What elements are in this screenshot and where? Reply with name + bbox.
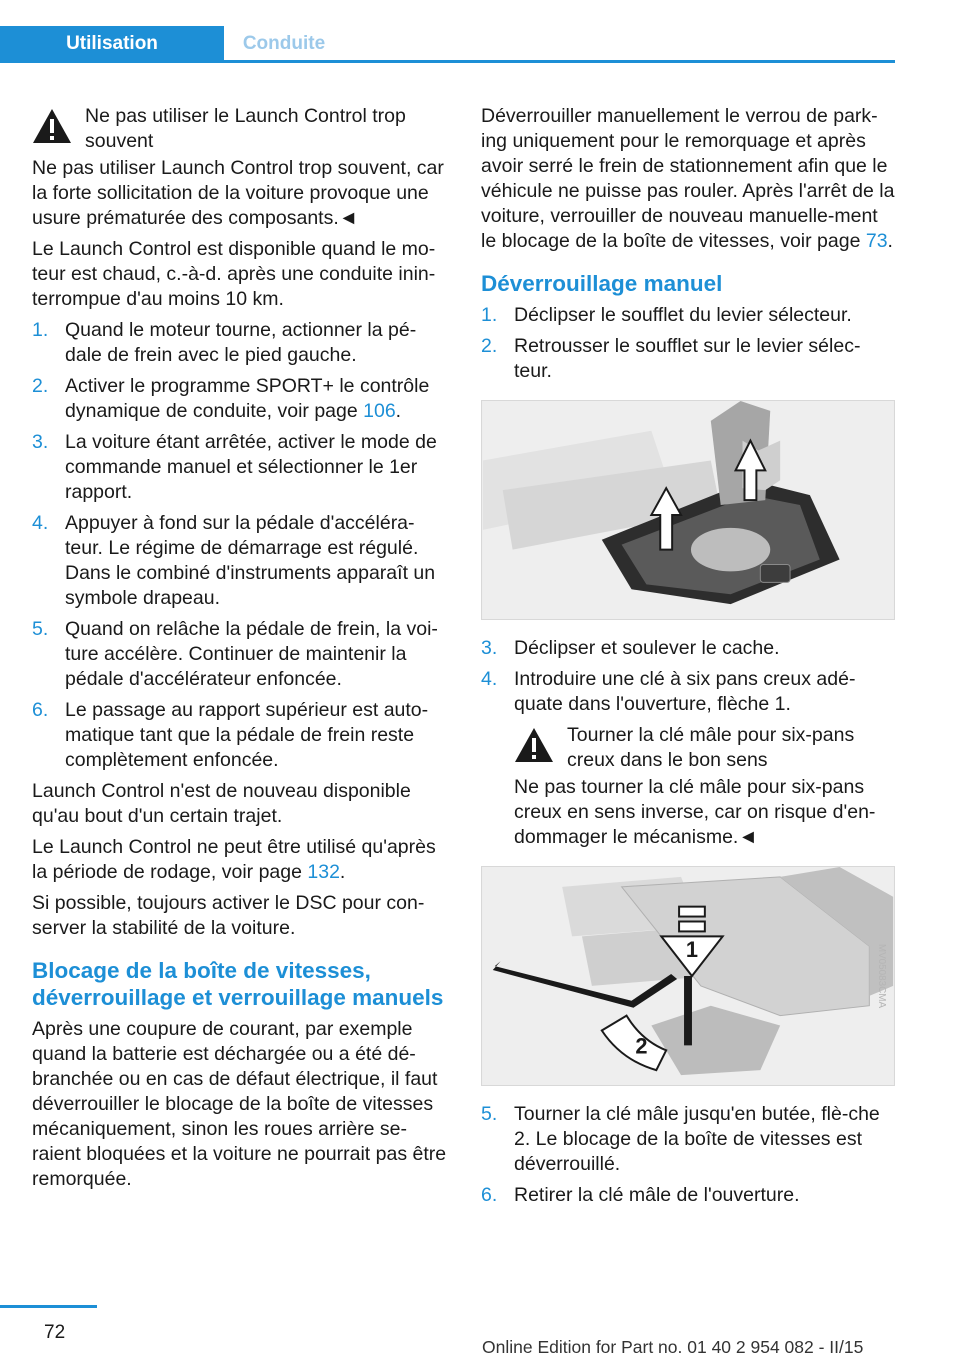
running-in-paragraph <box>32 835 448 885</box>
arrow-label-2: 2 <box>635 1033 648 1059</box>
step-text: Appuyer à fond sur la pédale d'accéléra‐teur. Le régime de démarrage est régulé. Dans le combiné d'instruments apparaît un symbole drapeau. <box>65 512 436 609</box>
list-item <box>481 1183 895 1208</box>
dsc-paragraph: Si possible, toujours activer le DSC pour con‐server la stabilité de la voiture. <box>32 892 425 939</box>
step-number: 1. <box>481 304 498 326</box>
page-number: 72 <box>44 1322 66 1343</box>
tab-utilisation-label: Utilisation <box>66 32 158 54</box>
tab-conduite-label: Conduite <box>242 32 326 54</box>
footer-rule <box>0 1305 97 1308</box>
intro-paragraph: Le Launch Control est disponible quand le mo‐teur est chaud, c.-à-d. après une conduite inin‐terrompue d'au moins 10 km. <box>32 238 436 310</box>
warning-title: Tourner la clé mâle pour six-pans creux dans le bon sens <box>567 724 855 771</box>
list-item <box>32 698 448 773</box>
section-body: Après une coupure de courant, par exemple quand la batterie est déchargée ou a été dé‐branchée ou en cas de défaut électrique, il faut déverrouiller le blocage de la boîte de vitesses mécaniquement, sinon les roues arrière se‐raient bloquées et la voiture ne pourrait pas être remorquée. <box>32 1018 447 1190</box>
image-code: MV05083CMA <box>876 943 888 1009</box>
unlock-steps-list-a <box>481 303 895 384</box>
step-number: 1. <box>32 319 49 341</box>
warning-body: Ne pas tourner la clé mâle pour six-pans creux en sens inverse, car on risque d'en‐dommager le mécanisme.◄ <box>514 776 876 848</box>
availability-paragraph: Launch Control n'est de nouveau disponible qu'au bout d'un certain trajet. <box>32 780 411 827</box>
section-title-gearbox-lock: Blocage de la boîte de vitesses, déverrouillage et verrouillage manuels <box>32 958 444 1010</box>
paragraph-part: . <box>887 230 893 252</box>
arrow-label-1: 1 <box>685 937 699 963</box>
step-text-part: Activer le programme SPORT+ le contrôle dynamique de conduite, voir page <box>65 375 430 422</box>
warning-title: Ne pas utiliser le Launch Control trop souvent <box>85 105 406 152</box>
warning-triangle-icon <box>514 727 554 763</box>
step-number: 4. <box>32 512 49 534</box>
step-number: 6. <box>481 1184 498 1206</box>
step-number: 6. <box>32 699 49 721</box>
left-column <box>32 104 448 1198</box>
warning-triangle-icon <box>32 108 72 144</box>
gear-selector-boot-illustration <box>481 400 895 620</box>
step-number: 3. <box>481 637 498 659</box>
unlock-steps-list-b <box>481 636 895 717</box>
section-title-manual-unlock: Déverrouillage manuel <box>481 271 723 296</box>
launch-steps-list <box>32 318 448 773</box>
step-text <box>65 374 448 424</box>
warning-body: Ne pas utiliser Launch Control trop souvent, car la forte sollicitation de la voiture provoque une usure prématurée des composants.◄ <box>32 157 444 229</box>
edition-text: Online Edition for Part no. 01 40 2 954 082 - II/15 <box>482 1337 864 1357</box>
step-number: 5. <box>32 618 49 640</box>
right-column <box>481 104 895 1214</box>
step-text: Déclipser le soufflet du levier sélecteur. <box>514 304 852 326</box>
step-text: Introduire une clé à six pans creux adé‐quate dans l'ouverture, flèche 1. <box>514 668 856 715</box>
step-text: La voiture étant arrêtée, activer le mode de commande manuel et sélectionner le 1er rapport. <box>65 431 437 503</box>
unlock-steps-list-c <box>481 1102 895 1208</box>
paragraph-part: Le Launch Control ne peut être utilisé qu'après la période de rodage, voir page <box>32 836 436 883</box>
step-number: 5. <box>481 1103 498 1125</box>
list-item <box>32 617 448 692</box>
step-text: Retrousser le soufflet sur le levier sélec‐teur. <box>514 335 861 382</box>
parking-lock-paragraph <box>481 104 895 254</box>
page-link-106[interactable]: 106 <box>363 400 396 422</box>
step-number: 4. <box>481 668 498 690</box>
page-link-132[interactable]: 132 <box>307 861 340 883</box>
paragraph-part: Déverrouiller manuellement le verrou de park‐ing uniquement pour le remorquage et après avoir serré le frein de stationnement afin que le véhicule ne puisse pas rouler. Après l'arrêt de la voiture, verrouiller de nouveau manuelle‐ment le blocage de la boîte de vitesses, voir page <box>481 105 895 252</box>
list-item <box>32 318 448 368</box>
step-number: 2. <box>32 375 49 397</box>
step-number: 2. <box>481 335 498 357</box>
step-text: Tourner la clé mâle jusqu'en butée, flè‐che 2. Le blocage de la boîte de vitesses est déverrouillé. <box>514 1103 880 1175</box>
page-link-73[interactable]: 73 <box>865 230 888 252</box>
list-item <box>32 511 448 611</box>
paragraph-part: . <box>339 861 346 883</box>
step-text: Quand on relâche la pédale de frein, la voi‐ture accélère. Continuer de maintenir la pédale d'accélérateur enfoncée. <box>65 618 438 690</box>
step-text-part: . <box>395 400 402 422</box>
hex-key-warning <box>514 723 895 850</box>
header-tabs <box>0 26 344 60</box>
step-text: Déclipser et soulever le cache. <box>514 637 780 659</box>
step-number: 3. <box>32 431 49 453</box>
hex-key-insertion-illustration <box>481 866 895 1086</box>
hex-key-warning-header <box>514 723 895 773</box>
list-item <box>481 334 895 384</box>
launch-control-warning <box>32 104 448 154</box>
list-item <box>481 636 895 661</box>
step-text: Quand le moteur tourne, actionner la pé‐dale de frein avec le pied gauche. <box>65 319 417 366</box>
step-text: Le passage au rapport supérieur est auto‐matique tant que la pédale de frein reste complètement enfoncée. <box>65 699 429 771</box>
list-item <box>481 1102 895 1177</box>
tab-utilisation[interactable] <box>0 26 224 60</box>
tab-conduite[interactable] <box>224 26 344 60</box>
list-item <box>481 303 895 328</box>
list-item <box>32 430 448 505</box>
header-rule <box>0 60 895 63</box>
step-text: Retirer la clé mâle de l'ouverture. <box>514 1184 800 1206</box>
list-item <box>481 667 895 717</box>
list-item <box>32 374 448 424</box>
